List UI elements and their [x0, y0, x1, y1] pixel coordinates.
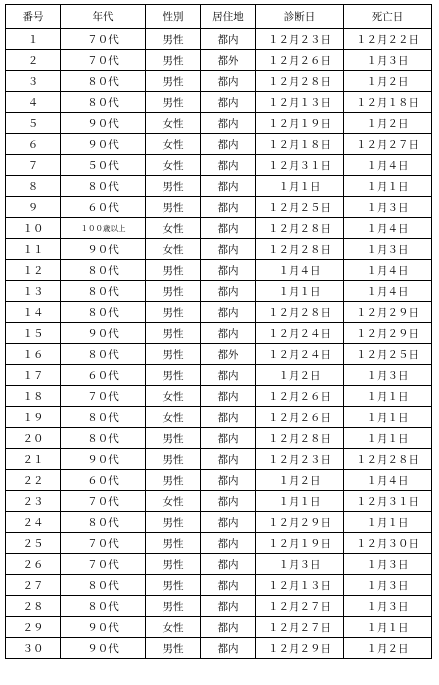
header-number: 番号 [6, 5, 61, 29]
cell-diagnosis-date: １２月２９日 [256, 638, 344, 659]
cell-number: ９ [6, 197, 61, 218]
cell-age-group: ６０代 [61, 470, 146, 491]
cell-residence: 都内 [201, 554, 256, 575]
cell-age-group: ９０代 [61, 134, 146, 155]
cell-residence: 都内 [201, 71, 256, 92]
cell-death-date: １月３日 [344, 365, 432, 386]
cell-residence: 都内 [201, 155, 256, 176]
table-row [6, 407, 432, 428]
cell-death-date: １２月２９日 [344, 323, 432, 344]
table-body [6, 29, 432, 659]
header-row [6, 5, 432, 29]
cell-diagnosis-date: １２月２６日 [256, 386, 344, 407]
cell-diagnosis-date: １２月２６日 [256, 50, 344, 71]
cell-sex: 女性 [146, 218, 201, 239]
cell-residence: 都内 [201, 29, 256, 50]
table-row [6, 239, 432, 260]
table-row [6, 50, 432, 71]
cell-age-group: ７０代 [61, 533, 146, 554]
cell-sex: 男性 [146, 470, 201, 491]
cell-residence: 都内 [201, 260, 256, 281]
cell-residence: 都内 [201, 302, 256, 323]
cell-sex: 男性 [146, 428, 201, 449]
cell-residence: 都内 [201, 533, 256, 554]
cell-residence: 都内 [201, 596, 256, 617]
cell-death-date: １月２日 [344, 638, 432, 659]
cell-diagnosis-date: １２月２４日 [256, 344, 344, 365]
cell-number: ２２ [6, 470, 61, 491]
cell-death-date: １月４日 [344, 260, 432, 281]
deaths-table [5, 4, 432, 659]
cell-number: １３ [6, 281, 61, 302]
cell-age-group: ８０代 [61, 302, 146, 323]
cell-age-group: ８０代 [61, 512, 146, 533]
header-residence: 居住地 [201, 5, 256, 29]
table-row [6, 470, 432, 491]
cell-age-group: ７０代 [61, 386, 146, 407]
cell-sex: 女性 [146, 155, 201, 176]
cell-age-group: ７０代 [61, 491, 146, 512]
cell-number: １８ [6, 386, 61, 407]
cell-sex: 男性 [146, 554, 201, 575]
cell-diagnosis-date: １２月２８日 [256, 428, 344, 449]
cell-sex: 男性 [146, 29, 201, 50]
cell-death-date: １月３日 [344, 575, 432, 596]
cell-death-date: １２月２９日 [344, 302, 432, 323]
table-row [6, 386, 432, 407]
cell-age-group: １００歳以上 [61, 218, 146, 239]
cell-sex: 男性 [146, 176, 201, 197]
cell-sex: 女性 [146, 239, 201, 260]
cell-residence: 都内 [201, 176, 256, 197]
cell-number: ７ [6, 155, 61, 176]
header-diagnosis-date: 診断日 [256, 5, 344, 29]
table-row [6, 428, 432, 449]
cell-age-group: ９０代 [61, 113, 146, 134]
table-row [6, 260, 432, 281]
cell-diagnosis-date: １月２日 [256, 470, 344, 491]
cell-age-group: ５０代 [61, 155, 146, 176]
cell-residence: 都内 [201, 617, 256, 638]
cell-diagnosis-date: １月４日 [256, 260, 344, 281]
table-row [6, 113, 432, 134]
cell-death-date: １月３日 [344, 197, 432, 218]
cell-age-group: ８０代 [61, 407, 146, 428]
table-row [6, 596, 432, 617]
cell-death-date: １２月２２日 [344, 29, 432, 50]
cell-sex: 男性 [146, 302, 201, 323]
cell-sex: 男性 [146, 260, 201, 281]
table-row [6, 617, 432, 638]
cell-death-date: １月２日 [344, 71, 432, 92]
cell-death-date: １２月２７日 [344, 134, 432, 155]
cell-number: ２３ [6, 491, 61, 512]
cell-death-date: １月１日 [344, 386, 432, 407]
cell-sex: 男性 [146, 50, 201, 71]
cell-sex: 女性 [146, 134, 201, 155]
table-row [6, 29, 432, 50]
cell-sex: 男性 [146, 596, 201, 617]
table-row [6, 92, 432, 113]
cell-age-group: ９０代 [61, 239, 146, 260]
cell-residence: 都内 [201, 428, 256, 449]
cell-sex: 女性 [146, 113, 201, 134]
cell-sex: 男性 [146, 197, 201, 218]
cell-age-group: ８０代 [61, 344, 146, 365]
cell-sex: 男性 [146, 281, 201, 302]
table-row [6, 323, 432, 344]
header-death-date: 死亡日 [344, 5, 432, 29]
cell-residence: 都内 [201, 386, 256, 407]
cell-residence: 都内 [201, 491, 256, 512]
cell-diagnosis-date: １２月３１日 [256, 155, 344, 176]
cell-diagnosis-date: １２月２７日 [256, 617, 344, 638]
cell-age-group: ７０代 [61, 29, 146, 50]
table-row [6, 281, 432, 302]
cell-sex: 男性 [146, 638, 201, 659]
cell-death-date: １月１日 [344, 617, 432, 638]
cell-residence: 都内 [201, 134, 256, 155]
table-row [6, 218, 432, 239]
cell-residence: 都内 [201, 512, 256, 533]
header-age-group: 年代 [61, 5, 146, 29]
cell-residence: 都内 [201, 239, 256, 260]
cell-age-group: ８０代 [61, 71, 146, 92]
cell-diagnosis-date: １２月１９日 [256, 113, 344, 134]
cell-number: ２１ [6, 449, 61, 470]
cell-number: １７ [6, 365, 61, 386]
cell-diagnosis-date: １２月２８日 [256, 239, 344, 260]
cell-number: ２６ [6, 554, 61, 575]
cell-diagnosis-date: １２月２７日 [256, 596, 344, 617]
cell-residence: 都内 [201, 113, 256, 134]
cell-residence: 都内 [201, 407, 256, 428]
table-row [6, 575, 432, 596]
cell-number: ６ [6, 134, 61, 155]
cell-diagnosis-date: １２月２６日 [256, 407, 344, 428]
table-row [6, 197, 432, 218]
cell-diagnosis-date: １２月２３日 [256, 29, 344, 50]
cell-number: １ [6, 29, 61, 50]
cell-death-date: １月１日 [344, 428, 432, 449]
cell-death-date: １月３日 [344, 50, 432, 71]
cell-diagnosis-date: １２月２８日 [256, 302, 344, 323]
cell-age-group: ８０代 [61, 260, 146, 281]
table-row [6, 533, 432, 554]
cell-number: ２７ [6, 575, 61, 596]
cell-sex: 男性 [146, 71, 201, 92]
table-row [6, 365, 432, 386]
cell-number: ５ [6, 113, 61, 134]
cell-age-group: ８０代 [61, 92, 146, 113]
cell-death-date: １月４日 [344, 281, 432, 302]
cell-number: １５ [6, 323, 61, 344]
table-row [6, 554, 432, 575]
cell-diagnosis-date: １２月１３日 [256, 575, 344, 596]
cell-death-date: １月３日 [344, 239, 432, 260]
cell-death-date: １月４日 [344, 470, 432, 491]
cell-residence: 都内 [201, 197, 256, 218]
cell-diagnosis-date: １２月２４日 [256, 323, 344, 344]
cell-death-date: １月４日 [344, 155, 432, 176]
table-row [6, 638, 432, 659]
cell-sex: 男性 [146, 449, 201, 470]
cell-number: ２９ [6, 617, 61, 638]
cell-age-group: ９０代 [61, 638, 146, 659]
cell-death-date: １月３日 [344, 596, 432, 617]
cell-diagnosis-date: １月１日 [256, 281, 344, 302]
cell-diagnosis-date: １２月１８日 [256, 134, 344, 155]
cell-age-group: ９０代 [61, 617, 146, 638]
table-row [6, 491, 432, 512]
cell-death-date: １２月２５日 [344, 344, 432, 365]
table-row [6, 155, 432, 176]
cell-diagnosis-date: １月３日 [256, 554, 344, 575]
cell-number: ２ [6, 50, 61, 71]
cell-residence: 都内 [201, 470, 256, 491]
cell-death-date: １２月２８日 [344, 449, 432, 470]
table-row [6, 344, 432, 365]
cell-residence: 都内 [201, 575, 256, 596]
cell-sex: 男性 [146, 512, 201, 533]
cell-residence: 都内 [201, 449, 256, 470]
cell-death-date: １２月１８日 [344, 92, 432, 113]
cell-age-group: ８０代 [61, 575, 146, 596]
cell-diagnosis-date: １２月２８日 [256, 71, 344, 92]
cell-number: ２４ [6, 512, 61, 533]
cell-number: １１ [6, 239, 61, 260]
cell-number: １２ [6, 260, 61, 281]
cell-death-date: １月３日 [344, 554, 432, 575]
cell-sex: 女性 [146, 491, 201, 512]
cell-number: ２０ [6, 428, 61, 449]
cell-residence: 都内 [201, 323, 256, 344]
cell-residence: 都内 [201, 92, 256, 113]
cell-sex: 男性 [146, 575, 201, 596]
cell-death-date: １月１日 [344, 512, 432, 533]
cell-death-date: １月１日 [344, 176, 432, 197]
cell-number: １６ [6, 344, 61, 365]
cell-sex: 女性 [146, 407, 201, 428]
cell-residence: 都内 [201, 365, 256, 386]
cell-number: ３ [6, 71, 61, 92]
cell-sex: 女性 [146, 386, 201, 407]
cell-number: １４ [6, 302, 61, 323]
cell-sex: 男性 [146, 92, 201, 113]
cell-age-group: ８０代 [61, 428, 146, 449]
cell-number: ２８ [6, 596, 61, 617]
cell-sex: 男性 [146, 365, 201, 386]
cell-diagnosis-date: １月２日 [256, 365, 344, 386]
cell-residence: 都外 [201, 50, 256, 71]
cell-number: ２５ [6, 533, 61, 554]
table-row [6, 302, 432, 323]
cell-number: ４ [6, 92, 61, 113]
cell-age-group: ８０代 [61, 596, 146, 617]
cell-residence: 都外 [201, 344, 256, 365]
cell-age-group: ６０代 [61, 365, 146, 386]
cell-residence: 都内 [201, 281, 256, 302]
cell-diagnosis-date: １月１日 [256, 491, 344, 512]
cell-diagnosis-date: １２月１９日 [256, 533, 344, 554]
table-row [6, 134, 432, 155]
table-row [6, 449, 432, 470]
cell-age-group: ８０代 [61, 281, 146, 302]
cell-diagnosis-date: １２月２８日 [256, 218, 344, 239]
cell-residence: 都内 [201, 218, 256, 239]
cell-diagnosis-date: １２月２５日 [256, 197, 344, 218]
table-row [6, 71, 432, 92]
cell-diagnosis-date: １２月２９日 [256, 512, 344, 533]
header-sex: 性別 [146, 5, 201, 29]
cell-number: ８ [6, 176, 61, 197]
cell-age-group: ７０代 [61, 50, 146, 71]
cell-diagnosis-date: １２月１３日 [256, 92, 344, 113]
cell-sex: 男性 [146, 344, 201, 365]
cell-number: １９ [6, 407, 61, 428]
cell-age-group: ６０代 [61, 197, 146, 218]
table-row [6, 512, 432, 533]
cell-sex: 女性 [146, 617, 201, 638]
cell-diagnosis-date: １２月２３日 [256, 449, 344, 470]
cell-residence: 都内 [201, 638, 256, 659]
cell-number: ３０ [6, 638, 61, 659]
cell-age-group: ９０代 [61, 323, 146, 344]
cell-age-group: ７０代 [61, 554, 146, 575]
cell-death-date: １２月３１日 [344, 491, 432, 512]
cell-age-group: ９０代 [61, 449, 146, 470]
cell-death-date: １月１日 [344, 407, 432, 428]
cell-death-date: １月４日 [344, 218, 432, 239]
table-row [6, 176, 432, 197]
cell-diagnosis-date: １月１日 [256, 176, 344, 197]
cell-death-date: １月２日 [344, 113, 432, 134]
cell-number: １０ [6, 218, 61, 239]
cell-age-group: ８０代 [61, 176, 146, 197]
cell-death-date: １２月３０日 [344, 533, 432, 554]
cell-sex: 男性 [146, 323, 201, 344]
cell-sex: 男性 [146, 533, 201, 554]
